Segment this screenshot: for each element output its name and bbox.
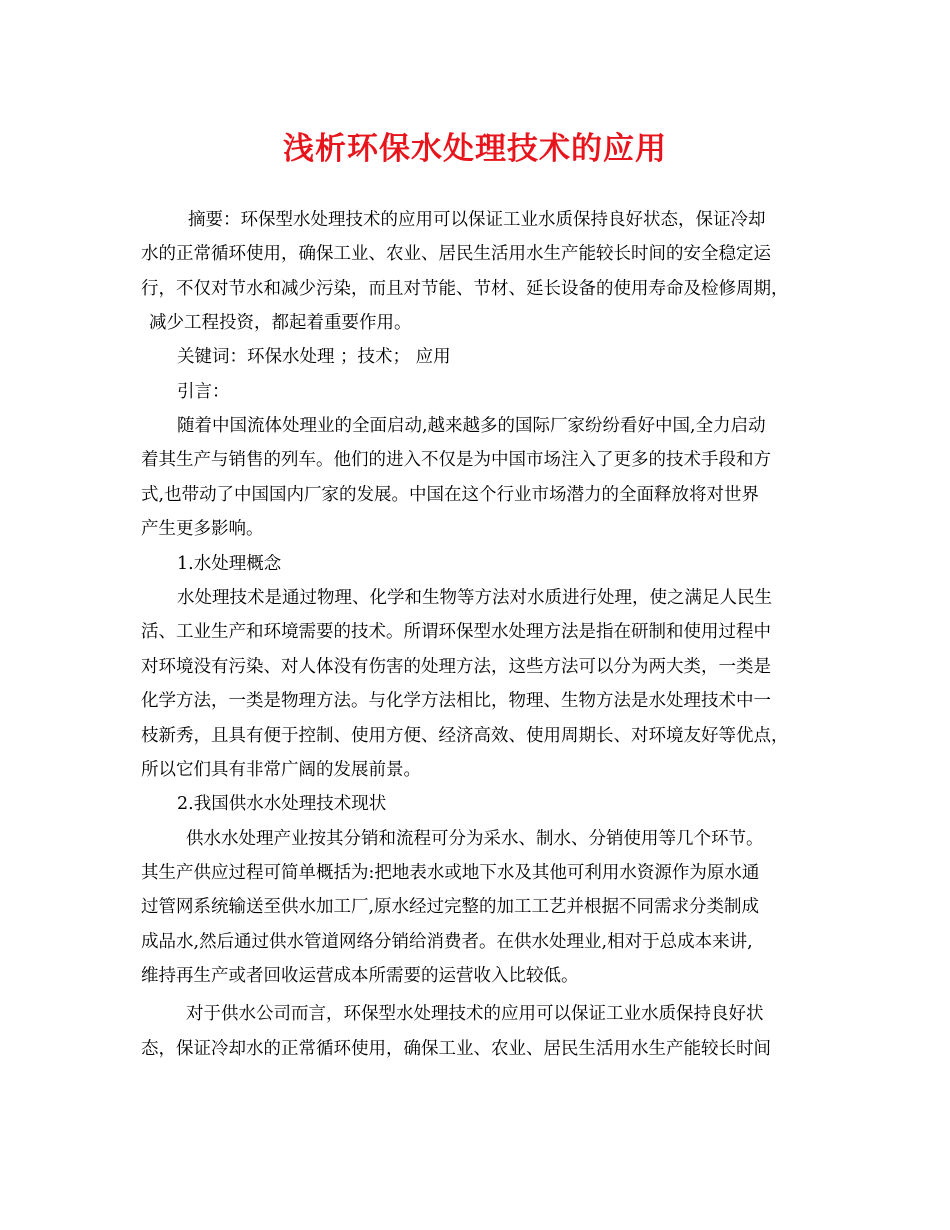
- abstract-line-4: 减少工程投资，都起着重要作用。: [149, 313, 412, 333]
- intro-line-1: 随着中国流体处理业的全面启动,越来越多的国际厂家纷纷看好中国,全力启动: [177, 416, 766, 436]
- section-2-line-6: 对于供水公司而言，环保型水处理技术的应用可以保证工业水质保持良好状: [186, 1004, 764, 1024]
- section-1-line-3: 对环境没有污染、对人体没有伤害的处理方法，这些方法可以分为两大类，一类是: [141, 657, 771, 677]
- section-2-line-3: 过管网系统输送至供水加工厂,原水经过完整的加工工艺并根据不同需求分类制成: [141, 897, 760, 917]
- section-1-line-2: 活、工业生产和环境需要的技术。所谓环保型水处理方法是指在研制和使用过程中: [141, 622, 771, 642]
- section-2-line-5: 维持再生产或者回收运营成本所需要的运营收入比较低。: [141, 966, 579, 986]
- intro-heading: 引言：: [177, 382, 230, 402]
- abstract-line-1: 摘要：环保型水处理技术的应用可以保证工业水质保持良好状态，保证冷却: [188, 210, 766, 230]
- intro-line-3: 式,也带动了中国国内厂家的发展。中国在这个行业市场潜力的全面释放将对世界: [141, 485, 760, 505]
- section-2-heading: 2.我国供水水处理技术现状: [177, 794, 387, 814]
- keywords-line: 关键词：环保水处理 ；技术； 应用: [177, 347, 451, 367]
- section-1-line-5: 枝新秀，且具有便于控制、使用方便、经济高效、使用周期长、对环境友好等优点，: [141, 726, 789, 746]
- document-title: 浅析环保水处理技术的应用: [283, 131, 667, 167]
- section-1-line-1: 水处理技术是通过物理、化学和生物等方法对水质进行处理，使之满足人民生: [177, 588, 772, 608]
- section-2-line-2: 其生产供应过程可简单概括为:把地表水或地下水及其他可利用水资源作为原水通: [141, 863, 760, 883]
- section-1-line-4: 化学方法，一类是物理方法。与化学方法相比，物理、生物方法是水处理技术中一: [141, 691, 771, 711]
- section-2-line-7: 态，保证冷却水的正常循环使用，确保工业、农业、居民生活用水生产能较长时间: [141, 1039, 771, 1059]
- section-1-heading: 1.水处理概念: [177, 554, 282, 574]
- abstract-line-2: 水的正常循环使用，确保工业、农业、居民生活用水生产能较长时间的安全稳定运: [141, 244, 771, 264]
- section-2-line-4: 成品水,然后通过供水管道网络分销给消费者。在供水处理业,相对于总成本来讲,: [141, 932, 753, 952]
- abstract-line-3: 行，不仅对节水和减少污染，而且对节能、节材、延长设备的使用寿命及检修周期，: [141, 279, 789, 299]
- section-2-line-1: 供水水处理产业按其分销和流程可分为采水、制水、分销使用等几个环节。: [186, 829, 764, 849]
- intro-line-4: 产生更多影响。: [141, 519, 264, 539]
- section-1-line-6: 所以它们具有非常广阔的发展前景。: [141, 760, 421, 780]
- intro-line-2: 着其生产与销售的列车。他们的进入不仅是为中国市场注入了更多的技术手段和方: [141, 450, 771, 470]
